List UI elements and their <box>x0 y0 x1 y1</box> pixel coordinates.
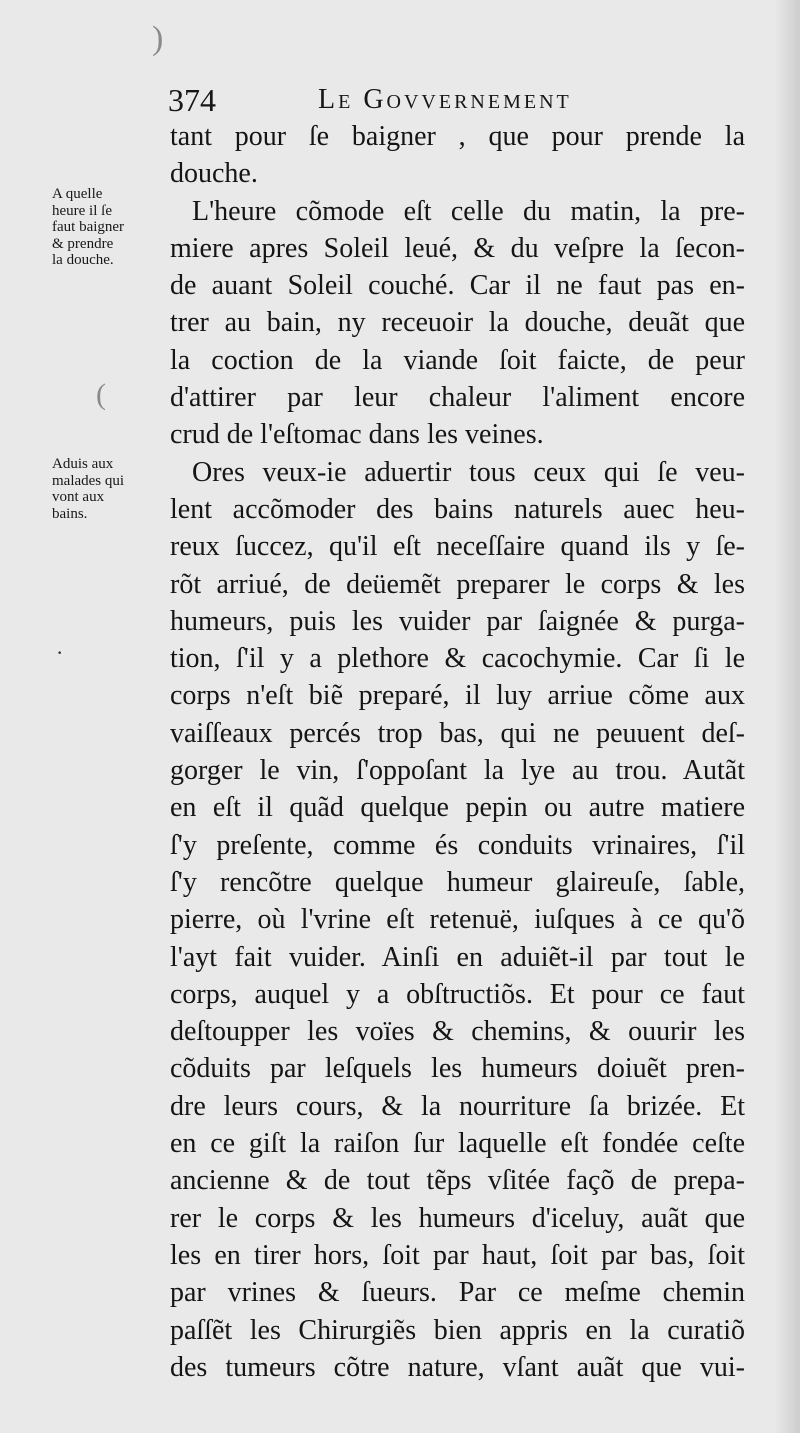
text-line: ſ'y preſente, comme és conduits vrinaires, ſ'il <box>170 829 745 861</box>
page-number: 374 <box>168 82 216 118</box>
margin-note-line: vont aux <box>52 489 105 505</box>
text-line: paſſẽt les Chirurgiẽs bien appris en la curatiõ <box>170 1314 745 1346</box>
margin-note-line: & prendre <box>52 235 114 252</box>
text-line: vaiſſeaux percés trop bas, qui ne peuuent deſ- <box>170 717 745 749</box>
text-line: crud de l'eſtomac dans les veines. <box>170 419 544 451</box>
margin-note <box>52 456 174 522</box>
text-line: les en tirer hors, ſoit par haut, ſoit par bas, ſoit <box>170 1239 745 1271</box>
text-line: L'heure cõmode eſt celle du matin, la pre- <box>192 195 745 227</box>
text-line: rer le corps & les humeurs d'iceluy, auãt que <box>170 1202 745 1234</box>
text-line: ancienne & de tout tẽps vſitée façõ de prepa- <box>170 1165 745 1197</box>
text-line: tion, ſ'il y a plethore & cacochymie. Car ſi le <box>170 643 745 675</box>
page-edge-shadow <box>774 0 796 1433</box>
text-line: tant pour ſe baigner , que pour prende la <box>170 121 745 152</box>
text-line: gorger le vin, ſ'oppoſant la lye au trou. Autãt <box>170 755 745 787</box>
margin-note-line: bains. <box>52 505 88 522</box>
text-line: en eſt il quãd quelque pepin ou autre matiere <box>170 792 745 824</box>
body-text <box>170 118 745 1386</box>
stray-mark-dot: · <box>56 640 64 665</box>
text-line: d'attirer par leur chaleur l'aliment encore <box>170 382 745 414</box>
text-line: miere apres Soleil leué, & du veſpre la ſecon- <box>170 232 745 264</box>
text-line: cõduits par leſquels les humeurs doiuẽt pren- <box>170 1053 745 1085</box>
margin-note-line: A quelle <box>52 186 103 202</box>
text-line: ſ'y rencõtre quelque humeur glaireuſe, ſable, <box>170 866 745 898</box>
stray-mark-left: ( <box>96 378 106 411</box>
text-line: humeurs, puis les vuider par ſaignée & purga- <box>170 605 745 637</box>
text-line: corps n'eſt biẽ preparé, il luy arriue cõme aux <box>170 680 745 712</box>
text-line: douche. <box>170 158 258 190</box>
text-line: deſtoupper les voïes & chemins, & ouurir les <box>170 1016 745 1048</box>
text-line: la coction de la viande ſoit faicte, de peur <box>170 344 745 376</box>
margin-note-line: la douche. <box>52 252 114 268</box>
stray-mark-top: ) <box>152 20 164 57</box>
margin-note-line: faut baigner <box>52 219 125 235</box>
running-title: Le Govvernement <box>318 84 572 115</box>
text-line: des tumeurs cõtre nature, vſant auãt que vui- <box>170 1351 745 1383</box>
margin-note-line: heure il ſe <box>52 202 112 219</box>
margin-note-line: malades qui <box>52 472 125 489</box>
text-line: par vrines & ſueurs. Par ce meſme chemin <box>170 1277 745 1309</box>
text-line: lent accõmoder des bains naturels auec heu- <box>170 493 745 525</box>
text-line: rõt arriué, de deüemẽt preparer le corps & les <box>170 568 745 600</box>
text-line: corps, auquel y a obſtructiõs. Et pour ce faut <box>170 978 745 1010</box>
text-line: en ce giſt la raiſon ſur laquelle eſt fondée ceſte <box>170 1128 745 1160</box>
text-line: reux ſuccez, qu'il eſt neceſſaire quand ils y ſe- <box>170 531 745 563</box>
text-line: de auant Soleil couché. Car il ne faut pas en- <box>170 270 745 302</box>
margin-note-line: Aduis aux <box>52 456 114 472</box>
text-line: Ores veux-ie aduertir tous ceux qui ſe veu- <box>192 456 745 488</box>
text-line: dre leurs cours, & la nourriture ſa brizée. Et <box>170 1090 745 1122</box>
margin-note <box>52 186 174 269</box>
page-header <box>168 80 638 120</box>
text-line: pierre, où l'vrine eſt retenuë, iuſques à ce qu'õ <box>170 904 745 936</box>
text-line: trer au bain, ny receuoir la douche, deuãt que <box>170 307 745 339</box>
text-line: l'ayt fait vuider. Ainſi en aduiẽt-il par tout le <box>170 941 745 973</box>
